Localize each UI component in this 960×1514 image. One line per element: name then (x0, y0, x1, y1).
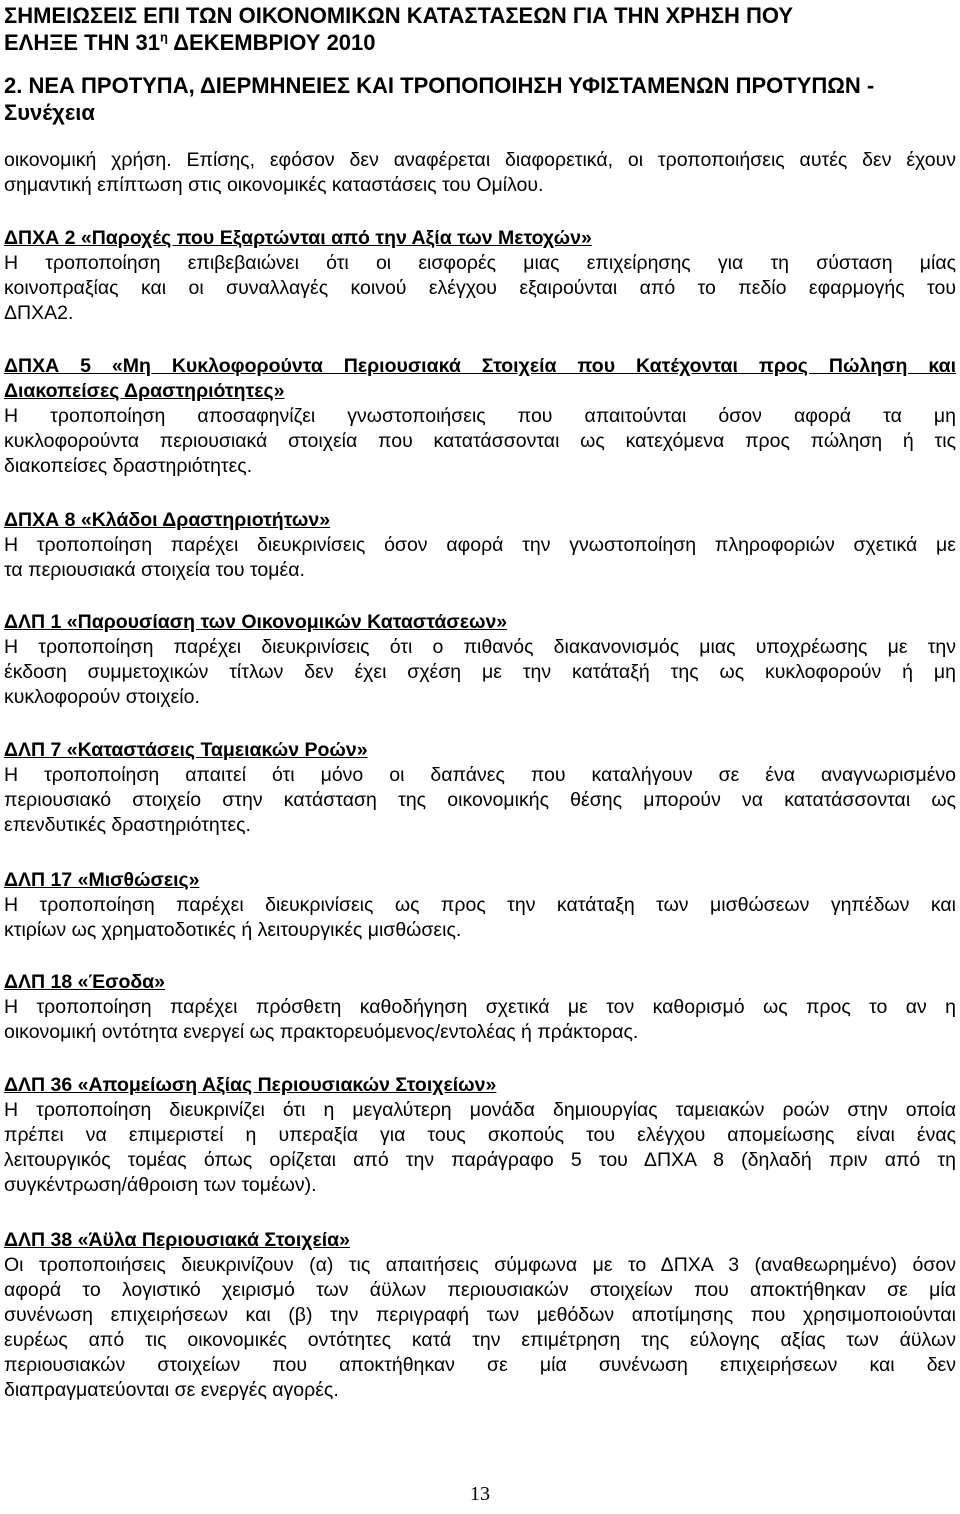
paragraph-line: ευρέως από τις οικονομικές οντότητες κατά την επιμέτρηση της εύλογης αξίας των άϋλων (4, 1329, 956, 1351)
paragraph-line: Η τροποποίηση παρέχει διευκρινίσεις ως προς την κατάταξη των μισθώσεων γηπέδων και (4, 894, 956, 916)
standard-title: ΔΛΠ 36 «Απομείωση Αξίας Περιουσιακών Στοιχείων» (4, 1074, 497, 1096)
paragraph-line: Η τροποποίηση απαιτεί ότι μόνο οι δαπάνες που καταλήγουν σε ένα αναγνωρισμένο (4, 764, 956, 786)
header-date-superscript: η (159, 29, 168, 45)
paragraph-line: περιουσιακών στοιχείων που αποκτήθηκαν σε μία συνένωση επιχειρήσεων και δεν (4, 1354, 956, 1376)
header-date-prefix: ΕΛΗΞΕ ΤΗΝ 31 (4, 30, 160, 55)
paragraph-line: Η τροποποίηση αποσαφηνίζει γνωστοποιήσεις που απαιτούνται όσον αφορά τα μη (4, 405, 956, 427)
standard-title-continued: Διακοπείσες Δραστηριότητες» (4, 380, 285, 402)
paragraph-line: σημαντική επίπτωση στις οικονομικές καταστάσεις του Ομίλου. (4, 174, 544, 196)
paragraph-line: κτιρίων ως χρηματοδοτικές ή λειτουργικές μισθώσεις. (4, 919, 462, 941)
section-heading (4, 72, 956, 126)
paragraph-line: αφορά το λογιστικό χειρισμό των άϋλων περιουσιακών στοιχείων που αποκτήθηκαν σε μία (4, 1279, 956, 1301)
paragraph-line: οικονομική χρήση. Επίσης, εφόσον δεν αναφέρεται διαφορετικά, οι τροποποιήσεις αυτές δεν έχουν (4, 149, 956, 171)
paragraph-line: οικονομική οντότητα ενεργεί ως πρακτορευόμενος/εντολέας ή πράκτορας. (4, 1021, 639, 1043)
standard-ias-7 (4, 738, 956, 838)
paragraph-line: τα περιουσιακά στοιχεία του τομέα. (4, 559, 305, 581)
standard-title: ΔΛΠ 1 «Παρουσίαση των Οικονομικών Καταστάσεων» (4, 611, 508, 633)
paragraph-line: Η τροποποίηση παρέχει διευκρινίσεις ότι ο πιθανός διακανονισμός μιας υποχρέωσης με την (4, 636, 956, 658)
paragraph-line: συνένωση επιχειρήσεων και (β) την περιγραφή των μεθόδων αποτίμησης που χρησιμοποιούνται (4, 1304, 956, 1326)
document-header (4, 2, 956, 56)
paragraph-line: ΔΠΧΑ2. (4, 302, 74, 324)
paragraph-line: συγκέντρωση/άθροιση των τομέων). (4, 1174, 317, 1196)
paragraph-line: λειτουργικός τομέας όπως ορίζεται από την παράγραφο 5 του ΔΠΧΑ 8 (δηλαδή πριν από τη (4, 1149, 956, 1171)
section-heading-line-1: 2. ΝΕΑ ΠΡΟΤΥΠΑ, ΔΙΕΡΜΗΝΕΙΕΣ ΚΑΙ ΤΡΟΠΟΠΟΙΗΣΗ ΥΦΙΣΤΑΜΕΝΩΝ ΠΡΟΤΥΠΩΝ - (4, 73, 875, 98)
paragraph-line: Η τροποποίηση παρέχει διευκρινίσεις όσον αφορά την γνωστοποίηση πληροφοριών σχετικά με (4, 534, 956, 556)
paragraph-line: Η τροποποίηση παρέχει πρόσθετη καθοδήγηση σχετικά με τον καθορισμό ως προς το αν η (4, 996, 956, 1018)
standard-title: ΔΛΠ 18 «Έσοδα» (4, 971, 166, 993)
standard-ias-36 (4, 1073, 956, 1198)
standard-ias-18 (4, 970, 956, 1045)
header-title-line-2 (4, 29, 956, 56)
standard-title: ΔΠΧΑ 8 «Κλάδοι Δραστηριοτήτων» (4, 509, 331, 531)
standard-ias-17 (4, 868, 956, 943)
paragraph-line: Η τροποποίηση διευκρινίζει ότι η μεγαλύτερη μονάδα δημιουργίας ταμειακών ροών στην οποία (4, 1099, 956, 1121)
page-number: 13 (470, 1483, 490, 1505)
paragraph-line: κυκλοφορούντα περιουσιακά στοιχεία που κατατάσσονται ως κατεχόμενα προς πώληση ή τις (4, 430, 956, 452)
paragraph-line: πρέπει να επιμεριστεί η υπεραξία για τους σκοπούς του ελέγχου απομείωσης είναι ένας (4, 1124, 956, 1146)
paragraph-line: κυκλοφορούν στοιχείο. (4, 686, 200, 708)
paragraph-line: περιουσιακό στοιχείο στην κατάσταση της οικονομικής θέσης μπορούν να κατατάσσονται ως (4, 789, 956, 811)
paragraph-line: Η τροποποίηση επιβεβαιώνει ότι οι εισφορές μιας επιχείρησης για τη σύσταση μίας (4, 252, 956, 274)
paragraph-line: διακοπείσες δραστηριότητες. (4, 455, 253, 477)
standard-title: ΔΛΠ 7 «Καταστάσεις Ταμειακών Ροών» (4, 739, 368, 761)
standard-ifrs-2 (4, 226, 956, 326)
standard-ias-38 (4, 1228, 956, 1403)
section-heading-line-2: Συνέχεια (4, 100, 95, 125)
paragraph-line: έκδοση συμμετοχικών τίτλων δεν έχει σχέση με την κατάταξή της ως κυκλοφορούν ή μη (4, 661, 956, 683)
standard-title: ΔΠΧΑ 5 «Μη Κυκλοφορούντα Περιουσιακά Στοιχεία που Κατέχονται προς Πώληση και (4, 355, 956, 377)
intro-paragraph (4, 148, 956, 198)
paragraph-line: κοινοπραξίας και οι συναλλαγές κοινού ελέγχου εξαιρούνται από το πεδίο εφαρμογής του (4, 277, 956, 299)
paragraph-line: Οι τροποποιήσεις διευκρινίζουν (α) τις απαιτήσεις σύμφωνα με το ΔΠΧΑ 3 (αναθεωρημένο) όσον (4, 1254, 956, 1276)
standard-title: ΔΛΠ 38 «Άϋλα Περιουσιακά Στοιχεία» (4, 1229, 350, 1251)
standard-title: ΔΠΧΑ 2 «Παροχές που Εξαρτώνται από την Αξία των Μετοχών» (4, 227, 592, 249)
standard-ifrs-8 (4, 508, 956, 583)
header-title-line-1: ΣΗΜΕΙΩΣΕΙΣ ΕΠΙ ΤΩΝ ΟΙΚΟΝΟΜΙΚΩΝ ΚΑΤΑΣΤΑΣΕΩΝ ΓΙΑ ΤΗΝ ΧΡΗΣΗ ΠΟΥ (4, 3, 794, 28)
standard-ifrs-5 (4, 354, 956, 479)
paragraph-line: διαπραγματεύονται σε ενεργές αγορές. (4, 1379, 339, 1401)
standard-ias-1 (4, 610, 956, 710)
standard-title: ΔΛΠ 17 «Μισθώσεις» (4, 869, 200, 891)
header-date-suffix: ΔΕΚΕΜΒΡΙΟΥ 2010 (167, 30, 376, 55)
paragraph-line: επενδυτικές δραστηριότητες. (4, 814, 251, 836)
